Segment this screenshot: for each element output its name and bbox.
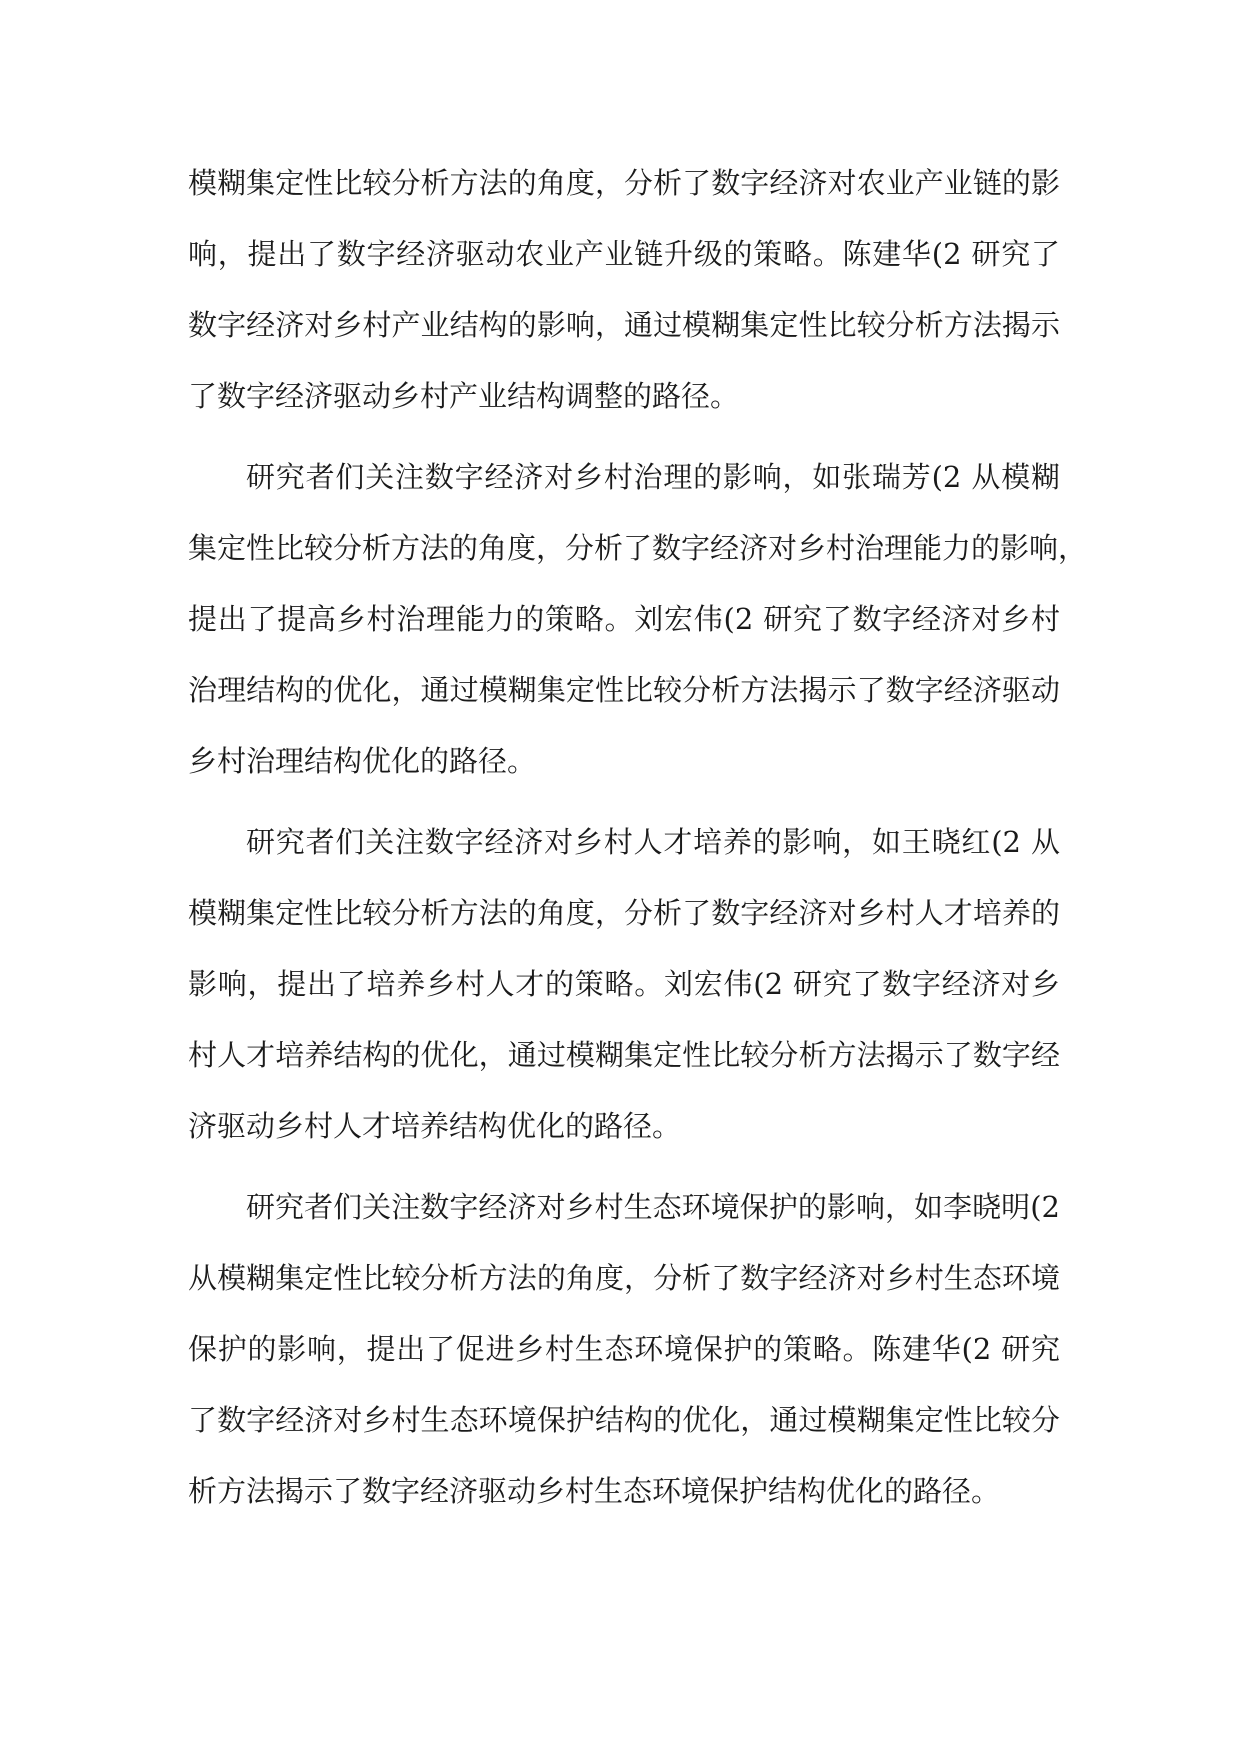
text-line: 村人才培养结构的优化，通过模糊集定性比较分析方法揭示了数字经: [188, 1038, 1060, 1072]
text-line: 了数字经济对乡村生态环境保护结构的优化，通过模糊集定性比较分: [188, 1403, 1060, 1437]
text-line: 数字经济对乡村产业结构的影响，通过模糊集定性比较分析方法揭示: [188, 308, 1060, 342]
text-line: 研究者们关注数字经济对乡村治理的影响，如张瑞芳(2 从模糊: [246, 460, 1060, 494]
text-line: 保护的影响，提出了促进乡村生态环境保护的策略。陈建华(2 研究: [188, 1332, 1060, 1366]
text-line: 模糊集定性比较分析方法的角度，分析了数字经济对乡村人才培养的: [188, 896, 1060, 930]
text-line: 集定性比较分析方法的角度，分析了数字经济对乡村治理能力的影响，: [188, 531, 1088, 565]
text-line: 了数字经济驱动乡村产业结构调整的路径。: [188, 379, 740, 413]
text-line: 析方法揭示了数字经济驱动乡村生态环境保护结构优化的路径。: [188, 1474, 1001, 1508]
paragraph-2: [188, 442, 1088, 797]
text-line: 乡村治理结构优化的路径。: [188, 744, 537, 778]
text-line: 响，提出了数字经济驱动农业产业链升级的策略。陈建华(2 研究了: [188, 237, 1060, 271]
paragraph-1: [188, 148, 1060, 432]
paragraph-4: [188, 1172, 1060, 1527]
text-line: 研究者们关注数字经济对乡村生态环境保护的影响，如李晓明(2: [246, 1190, 1060, 1224]
text-line: 影响，提出了培养乡村人才的策略。刘宏伟(2 研究了数字经济对乡: [188, 967, 1060, 1001]
text-line: 治理结构的优化，通过模糊集定性比较分析方法揭示了数字经济驱动: [188, 673, 1060, 707]
text-line: 研究者们关注数字经济对乡村人才培养的影响，如王晓红(2 从: [246, 825, 1060, 859]
text-line: 模糊集定性比较分析方法的角度，分析了数字经济对农业产业链的影: [188, 166, 1060, 200]
text-line: 济驱动乡村人才培养结构优化的路径。: [188, 1109, 682, 1143]
paragraph-3: [188, 807, 1060, 1162]
text-line: 提出了提高乡村治理能力的策略。刘宏伟(2 研究了数字经济对乡村: [188, 602, 1060, 636]
body-text: [188, 148, 1088, 1527]
text-line: 从模糊集定性比较分析方法的角度，分析了数字经济对乡村生态环境: [188, 1261, 1060, 1295]
